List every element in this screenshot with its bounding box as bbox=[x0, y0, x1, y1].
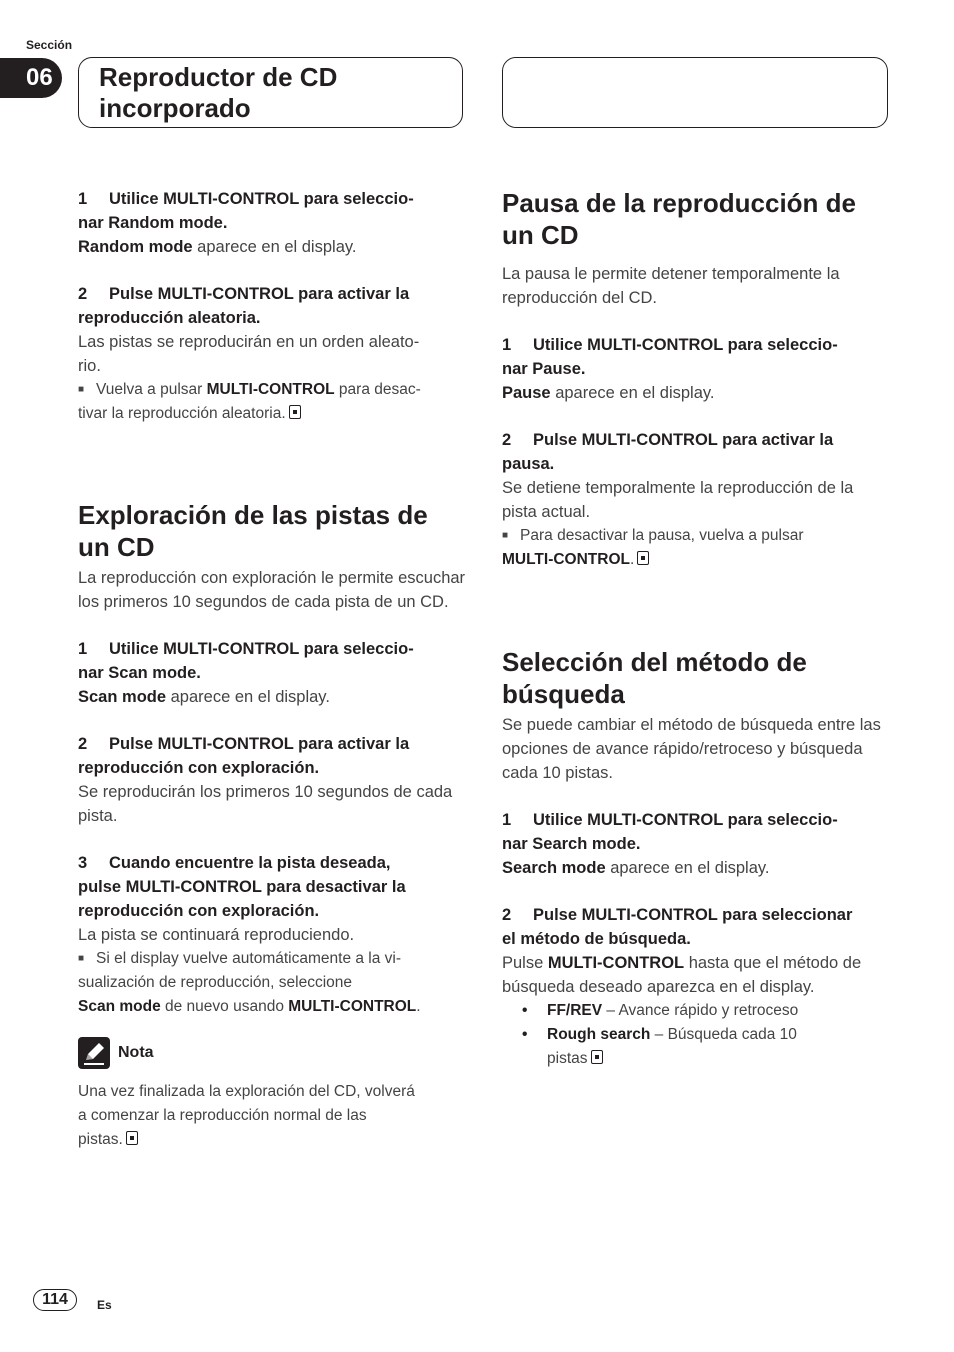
chapter-title-line1: Reproductor de CD bbox=[99, 62, 338, 92]
square-bullet-icon: ■ bbox=[78, 384, 85, 395]
scan-step1-cont: nar Scan mode. bbox=[78, 664, 201, 683]
empty-header-box bbox=[502, 57, 888, 128]
scan-step1-result bbox=[78, 685, 466, 709]
search-step1-cont: nar Search mode. bbox=[502, 835, 641, 854]
pause-note-b bbox=[502, 548, 890, 572]
scan-step3-cont-b: pulse MULTI-CONTROL para desactivar la bbox=[78, 878, 406, 897]
result-text: aparece en el display. bbox=[166, 688, 330, 707]
end-mark-icon bbox=[126, 1131, 138, 1145]
random-note-a bbox=[78, 378, 466, 402]
option-ffrev bbox=[502, 999, 890, 1023]
option-bold: FF/REV bbox=[547, 1002, 603, 1020]
note-text: Si el display vuelve automáticamente a la vi- bbox=[96, 950, 402, 968]
nota-header bbox=[78, 1036, 466, 1070]
step-number: 1 bbox=[502, 811, 512, 830]
note-bold: MULTI-CONTROL bbox=[206, 381, 335, 399]
pause-intro: La pausa le permite detener temporalmente la reproducción del CD. bbox=[502, 265, 840, 307]
search-step2 bbox=[502, 903, 890, 927]
step-number: 2 bbox=[502, 906, 512, 925]
scan-note-c bbox=[78, 995, 466, 1019]
nota-text-b: a comenzar la reproducción normal de las bbox=[78, 1107, 367, 1125]
chapter-title-line2: incorporado bbox=[99, 93, 251, 123]
scan-note-b: sualización de reproducción, seleccione bbox=[78, 974, 352, 992]
pause-step2 bbox=[502, 428, 890, 452]
end-mark-icon bbox=[591, 1050, 603, 1064]
search-section-title: Selección del método de búsqueda bbox=[502, 647, 807, 710]
step-text: Pulse MULTI-CONTROL para activar la bbox=[109, 735, 410, 754]
result-bold: Scan mode bbox=[78, 688, 167, 707]
random-step1-result bbox=[78, 235, 466, 259]
pause-step1-result bbox=[502, 381, 890, 405]
note-text: . bbox=[416, 998, 421, 1016]
scan-step3-cont-c: reproducción con exploración. bbox=[78, 902, 320, 921]
language-code: Es bbox=[97, 1298, 112, 1312]
bullet-dot-icon: • bbox=[522, 1002, 528, 1020]
search-step1 bbox=[502, 808, 890, 832]
step-text: Utilice MULTI-CONTROL para seleccio- bbox=[533, 336, 838, 354]
option-rough-search bbox=[502, 1023, 890, 1071]
pencil-note-icon bbox=[78, 1037, 110, 1069]
note-bold: MULTI-CONTROL bbox=[502, 551, 630, 569]
option-text: – Avance rápido y retroceso bbox=[602, 1002, 799, 1020]
note-text: para desac- bbox=[334, 381, 421, 399]
pause-section-title: Pausa de la reproducción de un CD bbox=[502, 188, 856, 250]
option-text: – Búsqueda cada 10 bbox=[650, 1026, 797, 1044]
square-bullet-icon: ■ bbox=[502, 530, 509, 541]
step-number: 2 bbox=[78, 285, 88, 303]
section-number-badge: 06 bbox=[0, 58, 62, 98]
scan-note-a bbox=[78, 947, 466, 971]
end-mark-icon bbox=[289, 405, 301, 419]
option-bold: Rough search bbox=[547, 1026, 651, 1044]
note-text: de nuevo usando bbox=[160, 998, 289, 1016]
random-step2-desc-a: Las pistas se reproducirán en un orden aleato- bbox=[78, 333, 420, 351]
scan-step2-cont: reproducción con exploración. bbox=[78, 759, 320, 778]
step-text: Pulse MULTI-CONTROL para activar la bbox=[109, 285, 410, 303]
random-step2-cont: reproducción aleatoria. bbox=[78, 309, 261, 327]
step-number: 2 bbox=[78, 735, 88, 754]
note-text: tivar la reproducción aleatoria. bbox=[78, 405, 286, 423]
desc-text: hasta que el método de búsqueda deseado aparezca en el display. bbox=[502, 954, 862, 997]
scan-step3 bbox=[78, 851, 466, 875]
random-note-b bbox=[78, 402, 466, 426]
option-text: pistas bbox=[547, 1050, 588, 1068]
result-bold: Random mode bbox=[78, 238, 193, 256]
note-text: pistas. bbox=[78, 1131, 123, 1149]
search-step2-cont: el método de búsqueda. bbox=[502, 930, 691, 949]
search-step2-desc bbox=[502, 951, 890, 999]
scan-step2-desc: Se reproducirán los primeros 10 segundos de cada pista. bbox=[78, 783, 453, 826]
page-number: 114 bbox=[33, 1289, 77, 1311]
left-column bbox=[78, 187, 466, 1152]
note-text: Vuelva a pulsar bbox=[96, 381, 207, 399]
right-column bbox=[502, 187, 890, 1071]
step-number: 1 bbox=[502, 336, 512, 354]
result-text: aparece en el display. bbox=[192, 238, 357, 256]
desc-text: Pulse bbox=[502, 954, 548, 973]
result-text: aparece en el display. bbox=[605, 859, 770, 878]
search-step1-result bbox=[502, 856, 890, 880]
step-text: Pulse MULTI-CONTROL para activar la bbox=[533, 431, 834, 449]
nota-text-a: Una vez finalizada la exploración del CD, volverá bbox=[78, 1083, 415, 1101]
scan-section-title: Exploración de las pistas de un CD bbox=[78, 500, 428, 563]
scan-step1 bbox=[78, 637, 466, 661]
scan-step3-desc: La pista se continuará reproduciendo. bbox=[78, 926, 355, 945]
step-number: 3 bbox=[78, 854, 88, 873]
result-bold: Pause bbox=[502, 384, 551, 402]
step-text: Utilice MULTI-CONTROL para seleccio- bbox=[109, 190, 414, 208]
pause-step1 bbox=[502, 333, 890, 357]
bullet-dot-icon: • bbox=[522, 1026, 528, 1044]
step-text: Pulse MULTI-CONTROL para seleccionar bbox=[533, 906, 853, 925]
step-text: Cuando encuentre la pista deseada, bbox=[109, 854, 391, 873]
note-text: . bbox=[630, 551, 635, 569]
random-step2-desc-b: rio. bbox=[78, 357, 101, 375]
random-step2 bbox=[78, 282, 466, 306]
end-mark-icon bbox=[637, 551, 649, 565]
step-number: 1 bbox=[78, 190, 88, 208]
scan-intro: La reproducción con exploración le permite escuchar los primeros 10 segundos de cada pista de un CD. bbox=[78, 569, 466, 612]
search-intro: Se puede cambiar el método de búsqueda entre las opciones de avance rápido/retroceso y búsqueda cada 10 pistas. bbox=[502, 716, 881, 783]
nota-text-c bbox=[78, 1128, 466, 1152]
section-label: Sección bbox=[26, 38, 73, 52]
pause-note-a bbox=[502, 524, 890, 548]
note-bold: MULTI-CONTROL bbox=[288, 998, 417, 1016]
nota-label: Nota bbox=[118, 1044, 154, 1062]
note-bold: Scan mode bbox=[78, 998, 161, 1016]
pause-step2-desc: Se detiene temporalmente la reproducción de la pista actual. bbox=[502, 479, 854, 521]
scan-step2 bbox=[78, 732, 466, 756]
note-text: Para desactivar la pausa, vuelva a pulsar bbox=[520, 527, 804, 545]
square-bullet-icon: ■ bbox=[78, 953, 85, 965]
desc-bold: MULTI-CONTROL bbox=[547, 954, 685, 973]
step-number: 2 bbox=[502, 431, 512, 449]
step-text: Utilice MULTI-CONTROL para seleccio- bbox=[109, 640, 414, 659]
random-step1 bbox=[78, 187, 466, 211]
result-bold: Search mode bbox=[502, 859, 606, 878]
pause-step1-cont: nar Pause. bbox=[502, 360, 586, 378]
random-step1-cont: nar Random mode. bbox=[78, 214, 228, 232]
step-text: Utilice MULTI-CONTROL para seleccio- bbox=[533, 811, 838, 830]
pause-step2-cont: pausa. bbox=[502, 455, 555, 473]
result-text: aparece en el display. bbox=[550, 384, 715, 402]
chapter-title-box bbox=[78, 57, 463, 128]
step-number: 1 bbox=[78, 640, 88, 659]
